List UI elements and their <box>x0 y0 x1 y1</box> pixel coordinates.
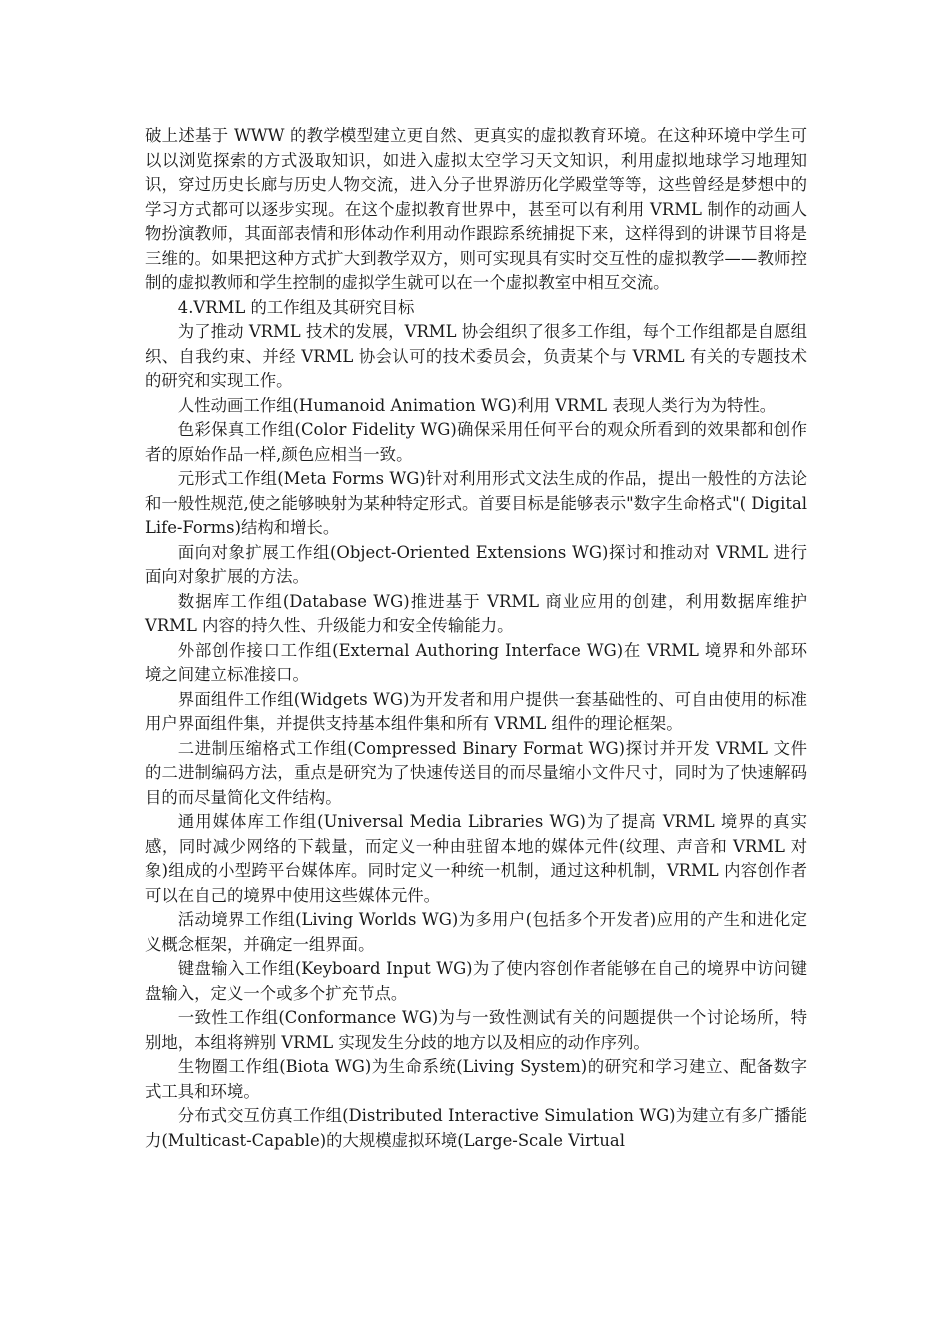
section-heading: 4.VRML 的工作组及其研究目标 <box>177 297 415 317</box>
paragraph-widgets: 界面组件工作组(Widgets WG)为开发者和用户提供一套基础性的、可自由使用的标准用户界面组件集，并提供支持基本组件集和所有 VRML 组件的理论框架。 <box>145 689 807 733</box>
paragraph-color-fidelity: 色彩保真工作组(Color Fidelity WG)确保采用任何平台的观众所看到的效果都和创作者的原始作品一样,颜色应相当一致。 <box>145 420 807 464</box>
paragraph-humanoid-animation: 人性动画工作组(Humanoid Animation WG)利用 VRML 表现人类行为为特性。 <box>177 395 777 415</box>
paragraph-biota: 生物圈工作组(Biota WG)为生命系统(Living System)的研究和学习建立、配备数字式工具和环境。 <box>145 1057 807 1101</box>
paragraph-database: 数据库工作组(Database WG)推进基于 VRML 商业应用的创建，利用数据库维护 VRML 内容的持久性、升级能力和安全传输能力。 <box>145 591 807 635</box>
paragraph-media-libraries: 通用媒体库工作组(Universal Media Libraries WG)为了提高 VRML 境界的真实感，同时减少网络的下载量，而定义一种由驻留本地的媒体元件(纹理、声音和 VRML 对象)组成的小型跨平台媒体库。同时定义一种统一机制，通过这种机制，VRML 内容创作者可以在自己的境界中使用这些媒体元件。 <box>145 812 807 905</box>
paragraph-meta-forms: 元形式工作组(Meta Forms WG)针对利用形式文法生成的作品，提出一般性的方法论和一般性规范,使之能够映射为某种特定形式。首要目标是能够表示"数字生命格式"( Digital Life-Forms)结构和增长。 <box>145 469 807 537</box>
paragraph-compressed-binary: 二进制压缩格式工作组(Compressed Binary Format WG)探讨并开发 VRML 文件的二进制编码方法，重点是研究为了快速传送目的而尽量缩小文件尺寸，同时为了快速解码目的而尽量简化文件结构。 <box>145 738 807 807</box>
document-page <box>145 124 807 1153</box>
paragraph-distributed-simulation: 分布式交互仿真工作组(Distributed Interactive Simulation WG)为建立有多广播能力(Multicast-Capable)的大规模虚拟环境(Large-Scale Virtual <box>145 1106 807 1150</box>
paragraph-conformance: 一致性工作组(Conformance WG)为与一致性测试有关的问题提供一个讨论场所，特别地，本组将辨别 VRML 实现发生分歧的地方以及相应的动作序列。 <box>145 1008 807 1052</box>
paragraph-overview: 为了推动 VRML 技术的发展，VRML 协会组织了很多工作组，每个工作组都是自愿组织、自我约束、并经 VRML 协会认可的技术委员会，负责某个与 VRML 有关的专题技术的研究和实现工作。 <box>145 322 807 390</box>
paragraph-living-worlds: 活动境界工作组(Living Worlds WG)为多用户(包括多个开发者)应用的产生和进化定义概念框架，并确定一组界面。 <box>145 910 807 954</box>
intro-paragraph: 破上述基于 WWW 的教学模型建立更自然、更真实的虚拟教育环境。在这种环境中学生可以以浏览探索的方式汲取知识，如进入虚拟太空学习天文知识，利用虚拟地球学习地理知识，穿过历史长廊与历史人物交流，进入分子世界游历化学殿堂等等，这些曾经是梦想中的学习方式都可以逐步实现。在这个虚拟教育世界中，甚至可以有利用 VRML 制作的动画人物扮演教师，其面部表情和形体动作利用动作跟踪系统捕捉下来，这样得到的讲课节目将是三维的。如果把这种方式扩大到教学双方，则可实现具有实时交互性的虚拟教学——教师控制的虚拟教师和学生控制的虚拟学生就可以在一个虚拟教室中相互交流。 <box>145 126 807 292</box>
paragraph-object-oriented: 面向对象扩展工作组(Object-Oriented Extensions WG)探讨和推动对 VRML 进行面向对象扩展的方法。 <box>145 542 807 586</box>
paragraph-keyboard-input: 键盘输入工作组(Keyboard Input WG)为了使内容创作者能够在自己的境界中访问键盘输入，定义一个或多个扩充节点。 <box>145 959 807 1003</box>
paragraph-external-authoring: 外部创作接口工作组(External Authoring Interface WG)在 VRML 境界和外部环境之间建立标准接口。 <box>145 640 807 684</box>
